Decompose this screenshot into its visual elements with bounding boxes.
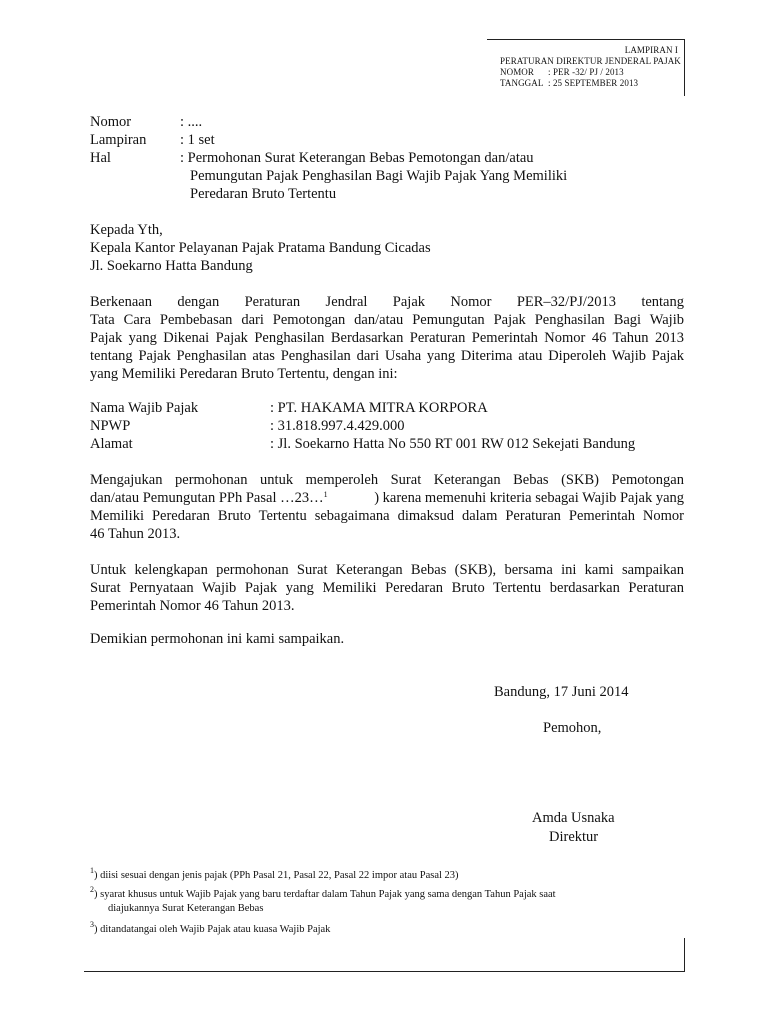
completeness-line-2: Surat Pernyataan Wajib Pajak yang Memiliki Peredaran Bruto Tertentu berdasarkan Peraturan <box>90 580 684 596</box>
applicant-label: Pemohon, <box>543 720 602 736</box>
taxpayer-npwp-value: : 31.818.997.4.429.000 <box>270 418 405 434</box>
intro-line-4: tentang Pajak Penghasilan atas Penghasilan dari Usaha yang Diterima atau Diperoleh Wajib Pajak <box>90 348 684 364</box>
hal-value-line-2: Pemungutan Pajak Penghasilan Bagi Wajib Pajak Yang Memiliki <box>190 168 568 184</box>
header-number-label: NOMOR <box>500 67 535 77</box>
header-date <box>500 78 639 89</box>
header-number <box>500 67 624 78</box>
nomor-label: Nomor <box>90 114 132 130</box>
request-line-3: Memiliki Peredaran Bruto Tertentu sebagaimana dimaksud dalam Peraturan Pemerintah Nomor <box>90 508 684 524</box>
hal-value-line-3: Peredaran Bruto Tertentu <box>190 186 337 202</box>
nomor-value: : .... <box>180 114 203 130</box>
taxpayer-address-value: : Jl. Soekarno Hatta No 550 RT 001 RW 012 Sekejati Bandung <box>270 436 636 452</box>
footnote-2-continued: diajukannya Surat Keterangan Bebas <box>108 903 264 914</box>
intro-line-2: Tata Cara Pembebasan dari Pemotongan dan/atau Pemungutan Pajak Penghasilan Bagi Wajib <box>90 312 684 328</box>
request-line-1: Mengajukan permohonan untuk memperoleh Surat Keterangan Bebas (SKB) Pemotongan <box>90 472 684 488</box>
header-date-value: : 25 SEPTEMBER 2013 <box>548 78 639 88</box>
completeness-line-1: Untuk kelengkapan permohonan Surat Keterangan Bebas (SKB), bersama ini kami sampaikan <box>90 562 684 578</box>
header-regulation: PERATURAN DIREKTUR JENDERAL PAJAK <box>500 56 681 66</box>
request-line-2-part-b: ) karena memenuhi kriteria sebagai Wajib Pajak yang <box>374 490 684 506</box>
intro-line-3: Pajak yang Dikenai Pajak Penghasilan Berdasarkan Peraturan Pemerintah Nomor 46 Tahun 2013 <box>90 330 684 346</box>
lampiran-value: : 1 set <box>180 132 215 148</box>
footer-frame <box>84 938 685 972</box>
intro-line-5: yang Memiliki Peredaran Bruto Tertentu, dengan ini: <box>90 366 398 382</box>
footnote-2: $^2$) syarat khusus untuk Wajib Pajak yang baru terdaftar dalam Tahun Pajak yang sama dengan Tahun Pajak saat <box>90 885 556 900</box>
footnote-ref-1: 1 <box>323 490 328 499</box>
place-date: Bandung, 17 Juni 2014 <box>494 684 629 700</box>
request-line-4: 46 Tahun 2013. <box>90 526 181 542</box>
header-attachment: LAMPIRAN I <box>624 45 678 55</box>
header-date-label: TANGGAL <box>500 78 544 88</box>
completeness-line-3: Pemerintah Nomor 46 Tahun 2013. <box>90 598 295 614</box>
lampiran-label: Lampiran <box>90 132 147 148</box>
taxpayer-name-value: : PT. HAKAMA MITRA KORPORA <box>270 400 488 416</box>
request-line-2 <box>90 490 684 507</box>
recipient-address: Jl. Soekarno Hatta Bandung <box>90 258 253 274</box>
footnote-1: $^1$) diisi sesuai dengan jenis pajak (PPh Pasal 21, Pasal 22, Pasal 22 impor atau Pasal 23) <box>90 866 459 881</box>
hal-label: Hal <box>90 150 111 166</box>
request-line-2-part-a: dan/atau Pemungutan PPh Pasal …23…$^1$ <box>90 490 328 506</box>
footnote-3: $^3$) ditandatangai oleh Wajib Pajak atau kuasa Wajib Pajak <box>90 920 331 935</box>
intro-line-1: Berkenaan dengan Peraturan Jendral Pajak Nomor PER–32/PJ/2013 tentang <box>90 294 684 310</box>
recipient-office: Kepala Kantor Pelayanan Pajak Pratama Bandung Cicadas <box>90 240 431 256</box>
hal-value-line-1: : Permohonan Surat Keterangan Bebas Pemotongan dan/atau <box>180 150 534 166</box>
header-number-value: : PER -32/ PJ / 2013 <box>548 67 624 77</box>
signatory-name: Amda Usnaka <box>532 810 615 826</box>
recipient-greeting: Kepada Yth, <box>90 222 163 238</box>
taxpayer-address-label: Alamat <box>90 436 133 452</box>
taxpayer-name-label: Nama Wajib Pajak <box>90 400 199 416</box>
closing-sentence: Demikian permohonan ini kami sampaikan. <box>90 631 345 647</box>
signatory-title: Direktur <box>549 829 599 845</box>
taxpayer-npwp-label: NPWP <box>90 418 131 434</box>
